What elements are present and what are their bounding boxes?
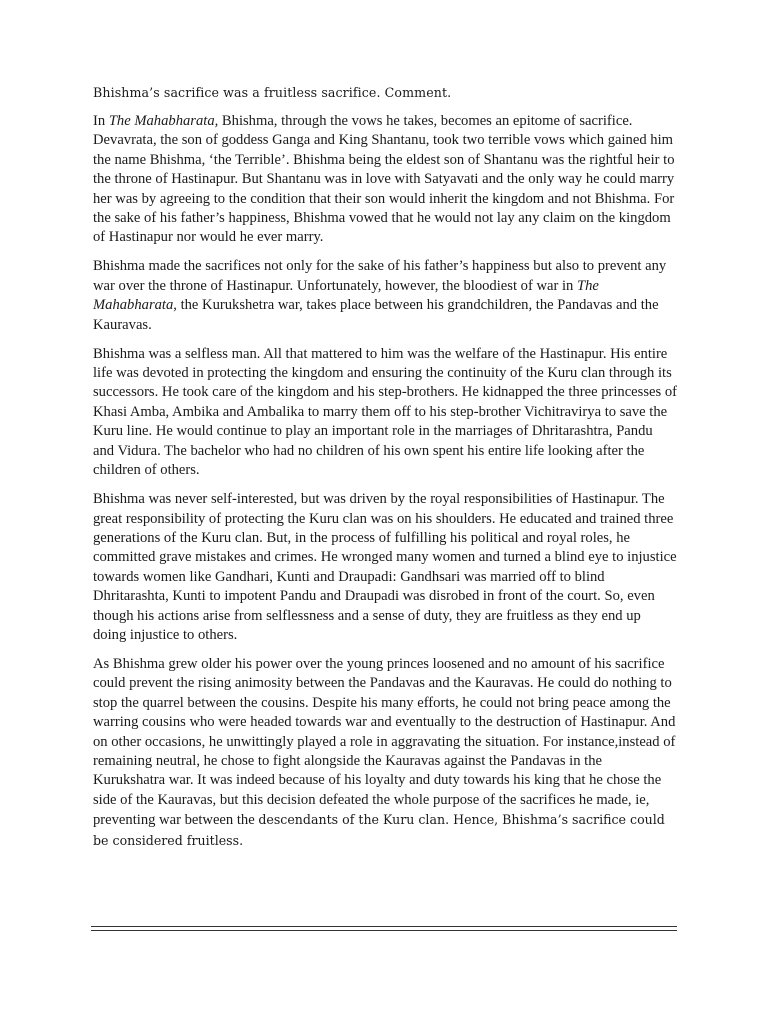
essay-title: Bhishma’s sacrifice was a fruitless sacrifice. Comment. bbox=[93, 85, 452, 100]
paragraph-4: Bhishma was never self-interested, but was driven by the royal responsibilities of Hastinapur. The great responsibility of protecting the Kuru clan was on his shoulders. He educated and trained three generations of the Kuru clan. But, in the process of fulfilling his political and royal roles, he committed grave mistakes and crimes. He wronged many women and turned a blind eye to injustice towards women like Gandhari, Kunti and Draupadi: Gandhsari was married off to blind Dhritarashta, Kunti to impotent Pandu and Draupadi was disrobed in front of the court. So, even though his actions arise from selflessness and a sense of duty, they are fruitless as they end up doing injustice to others. bbox=[93, 491, 677, 643]
paragraph-5-closing: descendants of the Kuru clan. Hence, Bhishma’s sacrifice could be considered fruitless. bbox=[93, 812, 665, 848]
paragraph-1-lead: In bbox=[93, 113, 109, 129]
paragraph-5 bbox=[93, 655, 677, 851]
paragraph-3: Bhishma was a selfless man. All that mattered to him was the welfare of the Hastinapur. His entire life was devoted in protecting the kingdom and ensuring the continuity of the Kuru clan through its successors. He took care of the kingdom and his step-brothers. He kidnapped the three princesses of Khasi Amba, Ambika and Ambalika to marry them off to his step-brother Vichitravirya to save the Kuru line. He would continue to play an important role in the marriages of Dhritarashtra, Pandu and Vidura. The bachelor who had no children of his own spent his entire life looking after the children of others. bbox=[93, 345, 677, 479]
footer-divider-line-secondary bbox=[91, 930, 677, 931]
paragraph-2-lead: Bhishma made the sacrifices not only for the sake of his father’s happiness but also to prevent any war over the throne of Hastinapur. Unfortunately, however, the bloodiest of war in bbox=[93, 258, 667, 294]
paragraph-1-body: Bhishma, through the vows he takes, becomes an epitome of sacrifice. Devavrata, the son of goddess Ganga and King Shantanu, took two terrible vows which gained him the name Bhishma, ‘the Terrible’. Bhishma being the eldest son of Shantanu was the rightful heir to the throne of Hastinapur. But Shantanu was in love with Satyavati and the only way he could marry her was by agreeing to the condition that their son would inherit the kingdom and not Bhishma. For the sake of his father’s happiness, Bhishma vowed that he would not lay any claim on the kingdom of Hastinapur nor would he ever marry. bbox=[93, 113, 675, 246]
paragraph-1 bbox=[93, 112, 677, 248]
paragraph-2 bbox=[93, 257, 677, 335]
book-title: The Mahabharata bbox=[93, 277, 599, 314]
paragraph-5-body: As Bhishma grew older his power over the young princes loosened and no amount of his sacrifice could prevent the rising animosity between the Pandavas and the Kauravas. He could do nothing to stop the quarrel between the cousins. Despite his many efforts, he could not bring peace among the warring cousins who were headed towards war and eventually to the destruction of Hastinapur. And on other occasions, he unwittingly played a role in aggravating the situation. For instance,instead of remaining neutral, he chose to fight alongside the Kauravas against the Pandavas in the Kurukshatra war. It was indeed because of his loyalty and duty towards his king that he chose the side of the Kauravas, but this decision defeated the whole purpose of the sacrifices he made, ie, preventing war between the bbox=[93, 655, 676, 829]
book-title: The Mahabharata, bbox=[108, 113, 219, 129]
paragraph-2-tail: , the Kurukshetra war, takes place between his grandchildren, the Pandavas and the Kauravas. bbox=[93, 297, 659, 333]
footer-divider-line bbox=[91, 926, 677, 927]
document-page bbox=[93, 84, 677, 851]
